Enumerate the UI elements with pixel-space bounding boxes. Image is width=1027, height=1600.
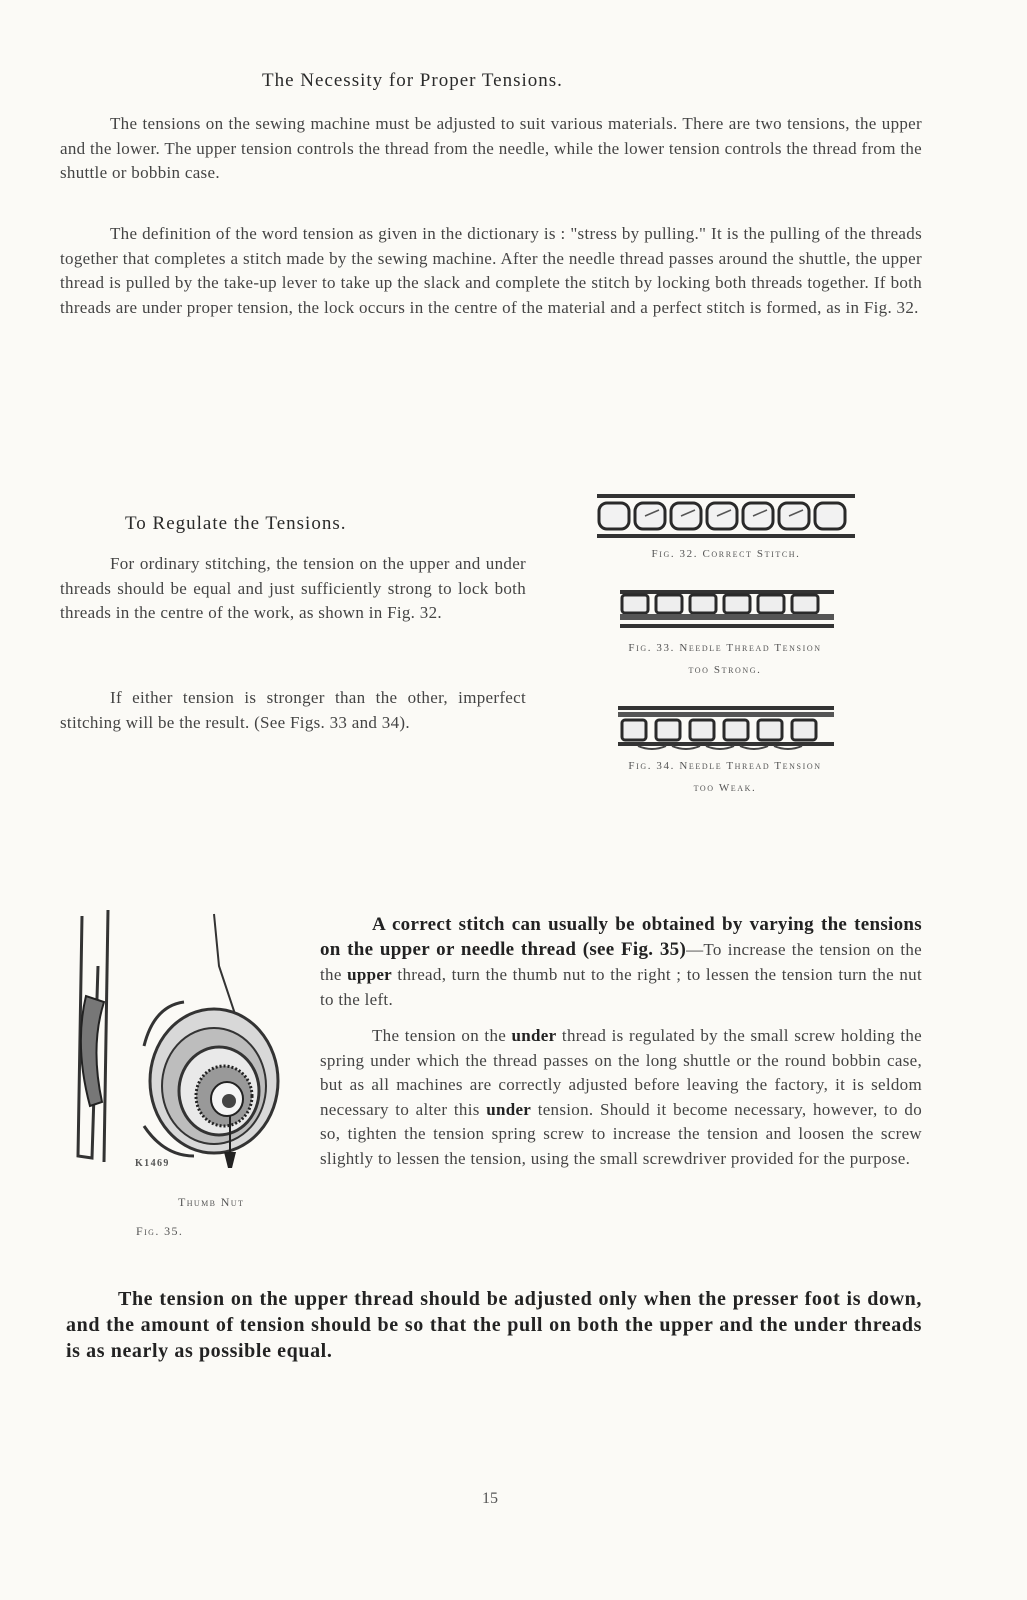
fig34-caption-line1: Fig. 34. Needle Thread Tension bbox=[628, 760, 822, 772]
thumb-nut-illustration bbox=[64, 906, 294, 1176]
paragraph-imperfect-stitching: If either tension is stronger than the other, imperfect stitching will be the result. (See Figs. 33 and 34). bbox=[60, 688, 526, 732]
fig35-thumb-nut-label: Thumb Nut bbox=[178, 1195, 245, 1209]
under-para-pre: The tension on the bbox=[372, 1026, 512, 1045]
tension-too-strong-illustration bbox=[620, 590, 834, 628]
fig35-code: K1469 bbox=[135, 1158, 170, 1169]
closing-instruction: The tension on the upper thread should be adjusted only when the presser foot is down, and the amount of tension should be so that the pull on both the upper and the under threads is as nearly as possible equal. bbox=[66, 1288, 922, 1362]
under-para-post: tension. Should it become necessary, however, to do so, tighten the tension spring screw to increase the tension and loosen the screw slightly to lessen the tension, using the small screwdriver provided for the purpose. bbox=[320, 1099, 922, 1168]
fig32-caption: Fig. 32. Correct Stitch. bbox=[651, 548, 801, 560]
upper-word: upper bbox=[347, 965, 393, 984]
under-para-mid: thread is regulated by the small screw holding the spring under which the thread passes on the long shuttle or the round bobbin case, but as all machines are correctly adjusted before leaving the factory, it is seldom necessary to alter this bbox=[320, 1026, 922, 1119]
fig33-caption-line1: Fig. 33. Needle Thread Tension bbox=[628, 642, 822, 654]
paragraph-tension-definition: The definition of the word tension as given in the dictionary is : "stress by pulling." It is the pulling of the threads together that completes a stitch made by the sewing machine. After the needle thread passes around the shuttle, the upper thread is pulled by the take-up lever to take up the slack and complete the stitch by locking both threads together. If both threads are under proper tension, the lock occurs in the centre of the material and a perfect stitch is formed, as in Fig. 32. bbox=[60, 224, 922, 317]
correct-stitch-illustration bbox=[597, 494, 855, 538]
paragraph-tensions-intro: The tensions on the sewing machine must be adjusted to suit various materials. There are two tensions, the upper and the lower. The upper tension controls the thread from the needle, while the lower tension controls the thread from the shuttle or bobbin case. bbox=[60, 114, 922, 182]
paragraph-ordinary-stitching: For ordinary stitching, the tension on the upper and under threads should be equal and just sufficiently strong to lock both threads in the centre of the work, as shown in Fig. 32. bbox=[60, 554, 526, 622]
tension-too-weak-illustration bbox=[618, 706, 834, 752]
fig35-caption: Fig. 35. bbox=[136, 1224, 184, 1238]
sentence-upper-post: thread, turn the thumb nut to the right ; to lessen the tension turn the nut to the left. bbox=[320, 965, 922, 1009]
correct-stitch-lead-rest: —To increase the tension on the bbox=[686, 940, 922, 959]
sentence-upper-pre: the bbox=[320, 965, 348, 984]
section-heading-regulate: To Regulate the Tensions. bbox=[125, 513, 347, 534]
under-word-1: under bbox=[511, 1026, 557, 1045]
fig33-caption-line2: too Strong. bbox=[688, 664, 762, 676]
under-word-2: under bbox=[486, 1099, 532, 1119]
correct-stitch-lead: A correct stitch can usually be obtained by varying the tensions on the upper or needle thread (see Fig. 35) bbox=[320, 914, 922, 960]
page-number: 15 bbox=[482, 1490, 498, 1507]
paragraph-correct-stitch bbox=[320, 912, 922, 1012]
paragraph-under-thread bbox=[320, 1024, 922, 1171]
section-heading-necessity: The Necessity for Proper Tensions. bbox=[262, 70, 563, 91]
fig34-caption-line2: too Weak. bbox=[693, 782, 757, 794]
